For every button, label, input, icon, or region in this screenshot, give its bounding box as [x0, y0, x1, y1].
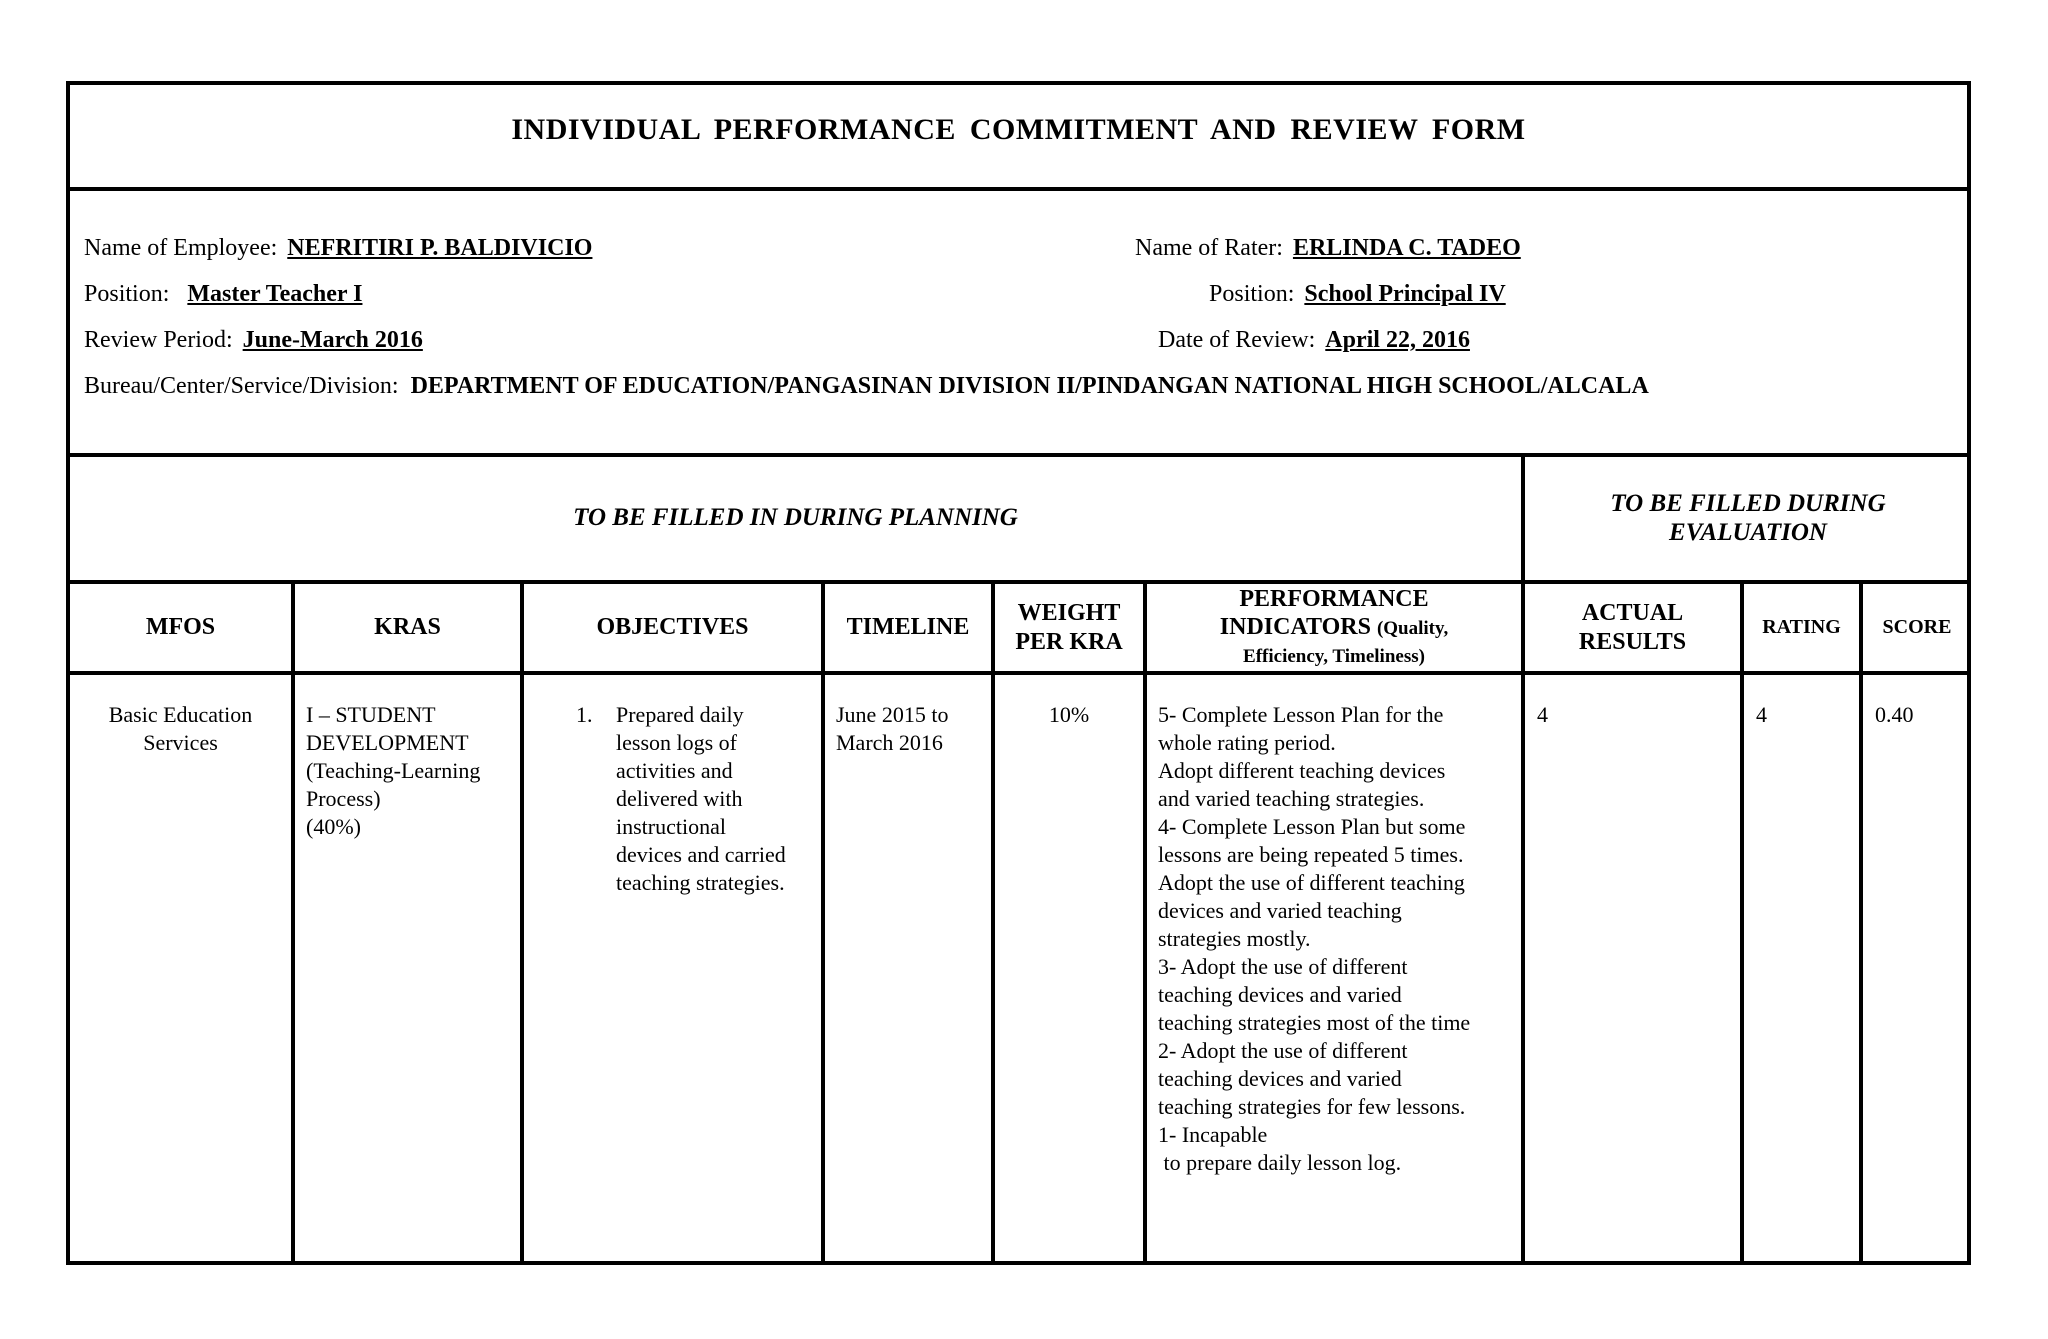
pi-header-line3: Efficiency, Timeliness)	[1243, 645, 1425, 667]
pi-header-line2-small: (Quality,	[1376, 617, 1449, 639]
form-title: INDIVIDUAL PERFORMANCE COMMITMENT AND REVIEW FORM	[511, 113, 1526, 146]
planning-section-header: TO BE FILLED IN DURING PLANNING	[573, 504, 1018, 531]
bureau-row	[84, 373, 1649, 400]
employee-name-label: Name of Employee:	[84, 235, 278, 261]
mfos-line1: Basic Education	[108, 702, 253, 727]
weight-header-line2: PER KRA	[1015, 628, 1123, 655]
evaluation-section-header	[1525, 489, 1971, 547]
employee-position-row	[84, 281, 362, 308]
col-divider-6	[1740, 580, 1744, 1265]
rater-name-row	[1135, 235, 1521, 262]
bureau-label: Bureau/Center/Service/Division:	[84, 373, 399, 399]
weight-header-line1: WEIGHT	[1017, 599, 1121, 626]
mfos-line2: Services	[143, 730, 218, 755]
cell-score: 0.40	[1875, 702, 1914, 727]
col-divider-7	[1859, 580, 1863, 1265]
rater-position: School Principal IV	[1304, 281, 1506, 307]
col-header-kras: KRAS	[374, 614, 441, 640]
cell-objectives	[576, 701, 820, 897]
divider-header	[70, 671, 1967, 675]
rater-position-row	[1209, 281, 1506, 308]
divider-title	[70, 187, 1967, 191]
col-header-rating: RATING	[1762, 616, 1841, 638]
indicator-line: 4- Complete Lesson Plan but some	[1158, 814, 1466, 839]
employee-name-row	[84, 235, 592, 262]
pi-header-line2: INDICATORS	[1219, 613, 1371, 640]
col-header-mfos: MFOS	[145, 614, 216, 640]
indicator-line: 5- Complete Lesson Plan for the	[1158, 702, 1444, 727]
objective-line: activities and	[616, 758, 733, 783]
objective-line: Prepared daily	[616, 702, 744, 727]
col-header-actual-results	[1525, 584, 1740, 671]
col-header-score: SCORE	[1882, 616, 1952, 638]
rater-name: ERLINDA C. TADEO	[1292, 235, 1521, 261]
kras-line: (Teaching-Learning	[306, 758, 481, 783]
review-date: April 22, 2016	[1325, 327, 1470, 353]
col-divider-2	[520, 580, 524, 1265]
timeline-line: June 2015 to	[836, 702, 949, 727]
cell-mfos	[70, 701, 291, 757]
indicator-line: teaching devices and varied	[1158, 1066, 1402, 1091]
objective-line: lesson logs of	[616, 730, 737, 755]
col-divider-4	[991, 580, 995, 1265]
timeline-line: March 2016	[836, 730, 943, 755]
col-header-objectives: OBJECTIVES	[596, 614, 749, 640]
indicator-line: Adopt the use of different teaching	[1158, 870, 1465, 895]
col-header-weight	[995, 584, 1143, 671]
indicator-line: to prepare daily lesson log.	[1158, 1150, 1402, 1175]
indicator-line: 1- Incapable	[1158, 1122, 1268, 1147]
cell-performance-indicators	[1158, 701, 1518, 1177]
divider-planning-eval	[1521, 453, 1525, 1265]
kras-line: Process)	[306, 786, 381, 811]
cell-kras	[306, 701, 516, 841]
actual-header-line1: ACTUAL	[1581, 599, 1684, 626]
indicator-line: teaching strategies most of the time	[1158, 1010, 1471, 1035]
indicator-line: strategies mostly.	[1158, 926, 1311, 951]
review-period: June-March 2016	[242, 327, 423, 353]
pi-header-line2-row	[1220, 613, 1448, 643]
cell-weight: 10%	[1048, 702, 1090, 727]
rater-position-label: Position:	[1209, 281, 1295, 307]
actual-header-line2: RESULTS	[1578, 628, 1687, 655]
kras-line: (40%)	[306, 814, 361, 839]
kras-line: I – STUDENT	[306, 702, 436, 727]
review-date-row	[1158, 327, 1470, 354]
divider-info	[70, 453, 1967, 457]
review-date-label: Date of Review:	[1158, 327, 1316, 353]
employee-position-label: Position:	[84, 281, 170, 307]
evaluation-header-line2: EVALUATION	[1669, 519, 1827, 546]
indicator-line: teaching devices and varied	[1158, 982, 1402, 1007]
cell-actual-results: 4	[1537, 702, 1548, 727]
objective-line: teaching strategies.	[616, 870, 785, 895]
indicator-line: Adopt different teaching devices	[1158, 758, 1446, 783]
pi-header-line1: PERFORMANCE	[1239, 585, 1429, 612]
employee-name: NEFRITIRI P. BALDIVICIO	[287, 235, 593, 261]
employee-position: Master Teacher I	[187, 281, 363, 307]
col-divider-1	[291, 580, 295, 1265]
bureau-value: DEPARTMENT OF EDUCATION/PANGASINAN DIVISION II/PINDANGAN NATIONAL HIGH SCHOOL/ALCALA	[410, 373, 1649, 399]
indicator-line: lessons are being repeated 5 times.	[1158, 842, 1464, 867]
indicator-line: 3- Adopt the use of different	[1158, 954, 1408, 979]
form-frame	[66, 81, 1971, 1265]
kras-line: DEVELOPMENT	[306, 730, 469, 755]
col-divider-5	[1143, 580, 1147, 1265]
col-divider-3	[821, 580, 825, 1265]
rater-name-label: Name of Rater:	[1135, 235, 1283, 261]
objective-line: delivered with	[616, 786, 743, 811]
cell-rating: 4	[1756, 702, 1767, 727]
review-period-row	[84, 327, 423, 354]
indicator-line: devices and varied teaching	[1158, 898, 1402, 923]
indicator-line: whole rating period.	[1158, 730, 1336, 755]
indicator-line: and varied teaching strategies.	[1158, 786, 1425, 811]
review-period-label: Review Period:	[84, 327, 233, 353]
objective-line: instructional	[616, 814, 726, 839]
objective-text	[616, 701, 786, 897]
col-header-timeline: TIMELINE	[846, 614, 970, 640]
indicator-line: teaching strategies for few lessons.	[1158, 1094, 1466, 1119]
cell-timeline	[836, 701, 990, 757]
col-header-performance-indicators	[1147, 584, 1521, 671]
indicator-line: 2- Adopt the use of different	[1158, 1038, 1408, 1063]
objective-line: devices and carried	[616, 842, 786, 867]
evaluation-header-line1: TO BE FILLED DURING	[1610, 490, 1886, 517]
objective-number: 1.	[576, 702, 593, 727]
